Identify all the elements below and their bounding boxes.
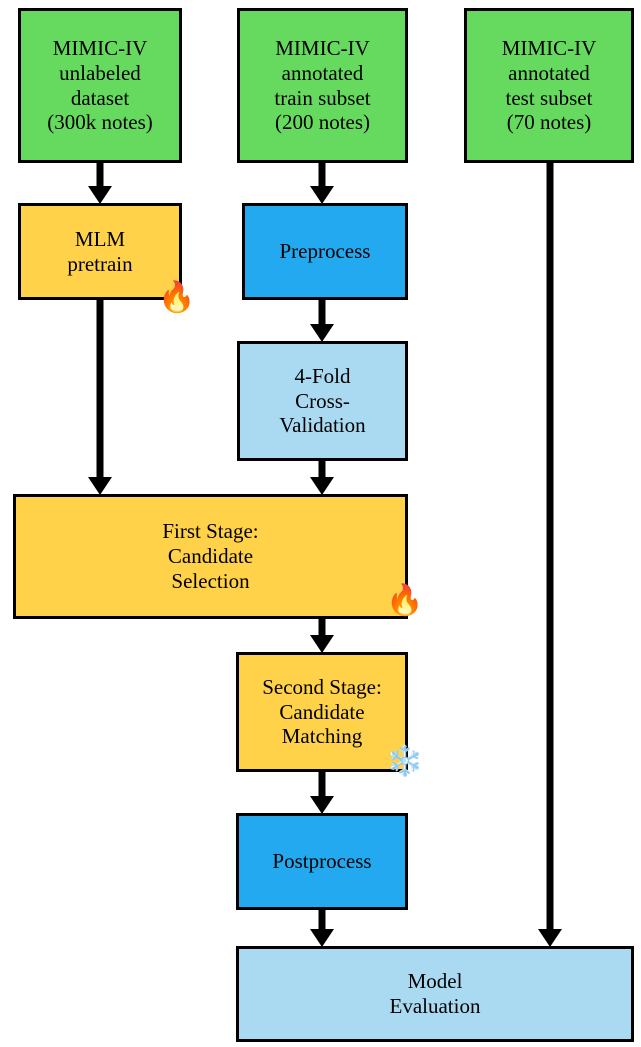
node-line: First Stage: (162, 519, 259, 544)
node-line: annotated (508, 60, 590, 85)
edge-mlm-to-first-stage (84, 300, 116, 496)
node-line: Second Stage: (262, 674, 382, 699)
four-fold-cross-validation (237, 341, 408, 461)
node-line: MIMIC-IV (52, 35, 148, 60)
node-line: (200 notes) (274, 110, 371, 135)
node-line: (300k notes) (47, 110, 153, 135)
node-line: Evaluation (389, 994, 481, 1018)
node-line: MLM (74, 226, 126, 251)
node-line: train subset (274, 85, 371, 110)
node-line: dataset (70, 85, 130, 110)
node-line: Matching (281, 724, 363, 749)
preprocess (242, 203, 408, 300)
second-stage-candidate-matching (236, 652, 408, 772)
node-line: (70 notes) (506, 110, 592, 135)
edge-postprocess-to-model-evaluation (306, 910, 338, 948)
edge-test-to-model-evaluation (534, 163, 566, 948)
fire-emoji: 🔥 (386, 584, 424, 617)
fire-emoji: 🔥 (158, 281, 196, 314)
node-line: Validation (279, 413, 366, 438)
node-line: Cross- (295, 388, 350, 413)
node-line: unlabeled (59, 60, 141, 85)
node-line: Candidate (167, 544, 254, 569)
mimic-annotated-test-subset (464, 8, 634, 163)
edge-preprocess-to-cross-validation (306, 300, 338, 343)
node-line: Candidate (279, 699, 365, 724)
first-stage-candidate-selection (13, 494, 408, 619)
edge-cross-validation-to-first-stage (306, 461, 338, 496)
node-line: MIMIC-IV (501, 35, 597, 60)
node-line: Model (407, 969, 463, 994)
edge-train-to-preprocess (306, 163, 338, 205)
edge-second-stage-to-postprocess (306, 772, 338, 815)
node-line: pretrain (67, 251, 133, 276)
node-line: Selection (171, 568, 250, 593)
snowflake-emoji: ❄️ (386, 745, 424, 778)
edge-first-stage-to-second-stage (306, 619, 338, 654)
model-evaluation (236, 946, 634, 1042)
node-line: annotated (281, 60, 364, 85)
node-line: Postprocess (272, 849, 372, 874)
edge-unlabeled-to-mlm (84, 163, 116, 205)
mimic-annotated-train-subset (237, 8, 408, 163)
node-line: Preprocess (279, 239, 371, 264)
mimic-unlabeled-dataset (18, 8, 182, 163)
node-line: MIMIC-IV (275, 35, 370, 60)
node-line: test subset (505, 85, 593, 110)
node-line: 4-Fold (294, 363, 351, 388)
postprocess (236, 813, 408, 910)
